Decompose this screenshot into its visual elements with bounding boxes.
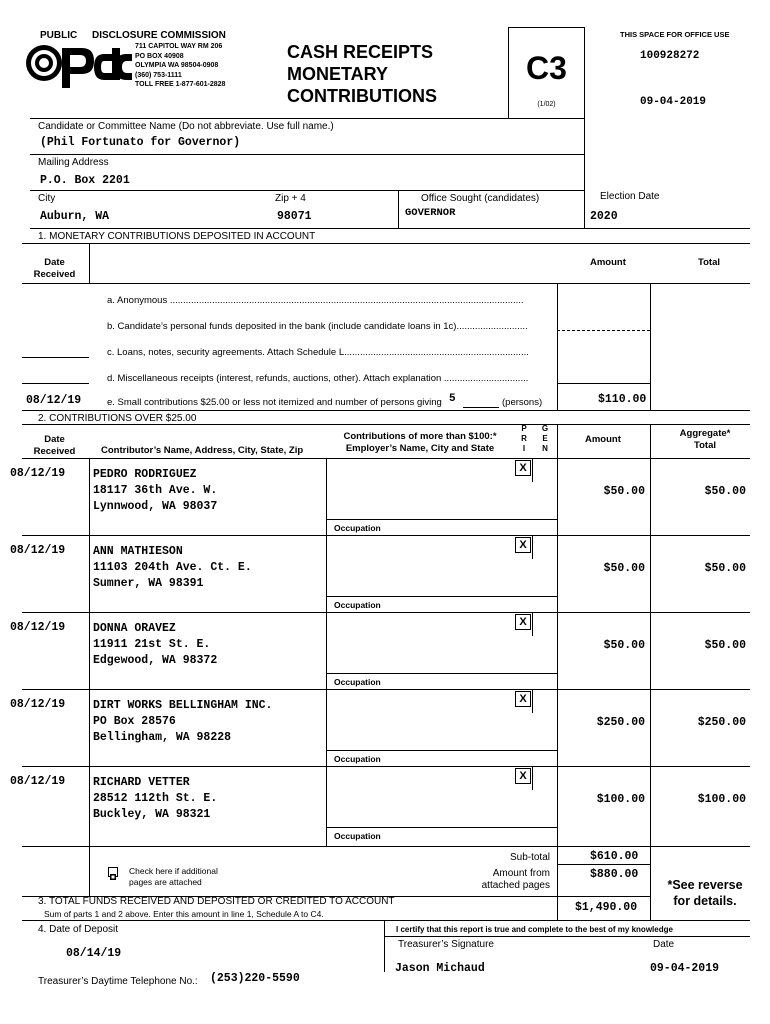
contributor-address: PO Box 28576 xyxy=(93,715,176,728)
signature-label: Treasurer’s Signature xyxy=(398,939,494,950)
line-d-misc: d. Miscellaneous receipts (interest, refunds, auctions, other). Attach explanation ................................ xyxy=(107,373,529,384)
contributor-city: Buckley, WA 98321 xyxy=(93,808,211,821)
general-header: G E N xyxy=(541,424,549,453)
mailing-address: P.O. Box 2201 xyxy=(40,174,130,187)
contributor-name: ANN MATHIESON xyxy=(93,545,183,558)
occupation-label: Occupation xyxy=(334,523,381,533)
office-use-label: THIS SPACE FOR OFFICE USE xyxy=(620,30,730,39)
row-aggregate: $50.00 xyxy=(704,639,746,652)
row-aggregate: $100.00 xyxy=(697,793,746,806)
signature-date-label: Date xyxy=(653,939,675,950)
row-amount: $50.00 xyxy=(603,639,645,652)
primary-checkbox[interactable]: X xyxy=(515,614,531,630)
address-line: TOLL FREE 1-877-601-2828 xyxy=(135,81,226,88)
additional-pages-checkbox[interactable] xyxy=(108,867,118,877)
section2-heading: 2. CONTRIBUTIONS OVER $25.00 xyxy=(38,413,197,424)
candidate-name-label: Candidate or Committee Name (Do not abbreviate. Use full name.) xyxy=(38,121,334,132)
row-aggregate: $50.00 xyxy=(704,562,746,575)
line-c-loans: c. Loans, notes, security agreements. Attach Schedule L...................................................................... xyxy=(107,347,529,358)
row-date: 08/12/19 xyxy=(10,621,66,634)
row-date: 08/12/19 xyxy=(10,467,66,480)
contributor-city: Edgewood, WA 98372 xyxy=(93,654,218,667)
section1-amount-header: Amount xyxy=(590,257,626,268)
form-title xyxy=(287,41,437,107)
contributor-city: Bellingham, WA 98228 xyxy=(93,731,232,744)
agency-name-right: DISCLOSURE COMMISSION xyxy=(92,30,226,41)
contributor-name: PEDRO RODRIGUEZ xyxy=(93,468,197,481)
line-e-total: $110.00 xyxy=(598,393,647,406)
title-line: MONETARY xyxy=(287,64,388,84)
row-date: 08/12/19 xyxy=(10,698,66,711)
primary-checkbox[interactable]: X xyxy=(515,460,531,476)
contributor-name: DIRT WORKS BELLINGHAM INC. xyxy=(93,699,273,712)
line-e-count: 5 xyxy=(449,393,456,405)
attached-pages-label: Amount from attached pages xyxy=(481,868,550,891)
line-e-date: 08/12/19 xyxy=(26,394,82,407)
row-amount: $50.00 xyxy=(603,485,645,498)
additional-pages-text: Check here if additional pages are attached xyxy=(129,866,218,887)
line-e-small: e. Small contributions $25.00 or less not itemized and number of persons giving xyxy=(107,397,442,408)
row-contributor xyxy=(93,621,217,669)
row-amount: $250.00 xyxy=(596,716,645,729)
election-date-label: Election Date xyxy=(600,191,660,202)
office-number: 100928272 xyxy=(640,50,700,62)
election-date: 2020 xyxy=(590,210,618,223)
row-date: 08/12/19 xyxy=(10,775,66,788)
form-code: C3 xyxy=(526,50,567,86)
address-line: (360) 753-1111 xyxy=(135,71,182,79)
agency-name-left: PUBLIC xyxy=(40,30,78,41)
row-contributor xyxy=(93,698,272,746)
office-sought: GOVERNOR xyxy=(405,207,456,219)
deposit-date-label: 4. Date of Deposit xyxy=(38,924,119,935)
primary-checkbox[interactable]: X xyxy=(515,537,531,553)
contributor-address: 28512 112th St. E. xyxy=(93,792,218,805)
title-line: CASH RECEIPTS xyxy=(287,42,434,62)
contributor-header: Contributor’s Name, Address, City, State, Zip xyxy=(101,445,304,456)
subtotal-value: $610.00 xyxy=(590,850,639,863)
row-aggregate: $250.00 xyxy=(697,716,746,729)
section1-date-header: Date Received xyxy=(33,257,76,280)
address-line: OLYMPIA WA 98504-0908 xyxy=(135,62,219,69)
phone-label: Treasurer’s Daytime Telephone No.: xyxy=(38,976,198,987)
treasurer-phone: (253)220-5590 xyxy=(210,972,300,985)
section2-amount-header: Amount xyxy=(585,434,621,445)
row-amount: $50.00 xyxy=(603,562,645,575)
occupation-label: Occupation xyxy=(334,600,381,610)
row-contributor xyxy=(93,775,217,823)
subtotal-label: Sub-total xyxy=(509,852,550,863)
primary-header: P R I xyxy=(521,424,527,453)
section1-total-header: Total xyxy=(698,257,720,268)
section3-heading: 3. TOTAL FUNDS RECEIVED AND DEPOSITED OR CREDITED TO ACCOUNT xyxy=(38,896,395,907)
agency-address xyxy=(135,42,225,90)
see-reverse-note: *See reverse for details. xyxy=(667,878,743,908)
row-aggregate: $50.00 xyxy=(704,485,746,498)
primary-checkbox[interactable]: X xyxy=(515,691,531,707)
attached-pages-value: $880.00 xyxy=(590,868,639,881)
title-line: CONTRIBUTIONS xyxy=(287,86,437,106)
grand-total: $1,490.00 xyxy=(575,901,638,914)
address-line: 711 CAPITOL WAY RM 206 xyxy=(135,43,223,50)
row-amount: $100.00 xyxy=(596,793,645,806)
section3-subtext: Sum of parts 1 and 2 above. Enter this amount in line 1, Schedule A to C4. xyxy=(44,909,324,919)
line-e-persons: (persons) xyxy=(502,397,543,408)
row-contributor xyxy=(93,544,252,592)
candidate-name: (Phil Fortunato for Governor) xyxy=(40,136,241,149)
line-b-personal-funds: b. Candidate’s personal funds deposited in the bank (include candidate loans in 1c)........................... xyxy=(107,321,528,332)
section1-heading: 1. MONETARY CONTRIBUTIONS DEPOSITED IN ACCOUNT xyxy=(38,231,316,242)
pdc-logo xyxy=(22,40,132,90)
treasurer-signature: Jason Michaud xyxy=(395,962,485,975)
contributor-name: DONNA ORAVEZ xyxy=(93,622,176,635)
occupation-label: Occupation xyxy=(334,831,381,841)
zip: 98071 xyxy=(277,210,312,223)
row-date: 08/12/19 xyxy=(10,544,66,557)
form-revision: (1/02) xyxy=(537,101,556,108)
address-line: PO BOX 40908 xyxy=(135,52,184,60)
contributor-city: Lynnwood, WA 98037 xyxy=(93,500,218,513)
contributor-address: 11911 21st St. E. xyxy=(93,638,211,651)
occupation-label: Occupation xyxy=(334,754,381,764)
office-sought-label: Office Sought (candidates) xyxy=(421,193,540,204)
certify-statement: I certify that this report is true and complete to the best of my knowledge xyxy=(396,925,673,934)
city: Auburn, WA xyxy=(40,210,110,223)
contributor-city: Sumner, WA 98391 xyxy=(93,577,204,590)
mailing-address-label: Mailing Address xyxy=(38,157,109,168)
office-date: 09-04-2019 xyxy=(640,96,707,108)
line-a-anonymous: a. Anonymous ...................................................................................................................................... xyxy=(107,295,524,306)
contributor-address: 18117 36th Ave. W. xyxy=(93,484,218,497)
deposit-date: 08/14/19 xyxy=(66,947,122,960)
city-label: City xyxy=(38,193,56,204)
section2-date-header: Date Received xyxy=(33,434,76,457)
contributor-address: 11103 204th Ave. Ct. E. xyxy=(93,561,252,574)
aggregate-header: Aggregate* Total xyxy=(679,428,731,451)
primary-checkbox[interactable]: X xyxy=(515,768,531,784)
occupation-label: Occupation xyxy=(334,677,381,687)
contributor-name: RICHARD VETTER xyxy=(93,776,190,789)
employer-header: Contributions of more than $100:* Employer’s Name, City and State xyxy=(343,431,497,454)
zip-label: Zip + 4 xyxy=(275,193,306,204)
signature-date: 09-04-2019 xyxy=(650,962,720,975)
row-contributor xyxy=(93,467,217,515)
